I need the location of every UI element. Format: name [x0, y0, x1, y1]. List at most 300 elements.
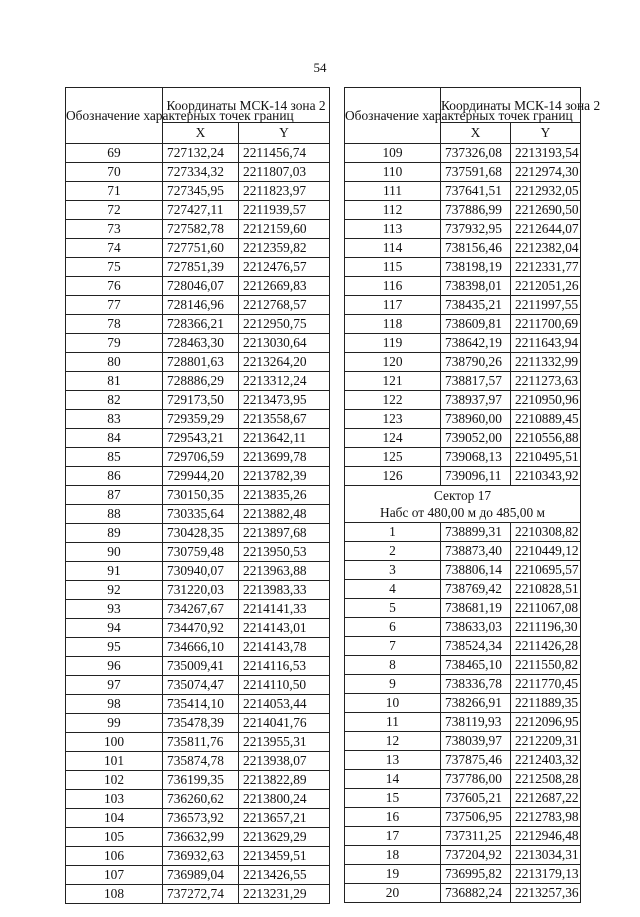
table-row [66, 809, 330, 828]
y-coordinate-cell: 2212476,57 [239, 258, 330, 277]
x-coordinate-cell: 738039,97 [441, 732, 511, 751]
table-row [345, 694, 581, 713]
point-number-cell: 97 [66, 676, 163, 695]
y-coordinate-cell: 2210828,51 [511, 580, 581, 599]
table-row [66, 353, 330, 372]
point-number-cell: 117 [345, 296, 441, 315]
y-coordinate-cell: 2213193,54 [511, 144, 581, 163]
point-number-cell: 77 [66, 296, 163, 315]
table-row [345, 751, 581, 770]
table-row [66, 866, 330, 885]
point-number-cell: 104 [66, 809, 163, 828]
y-coordinate-cell: 2212950,75 [239, 315, 330, 334]
table-row [345, 523, 581, 542]
y-coordinate-cell: 2212359,82 [239, 239, 330, 258]
point-number-cell: 6 [345, 618, 441, 637]
point-number-cell: 115 [345, 258, 441, 277]
x-coordinate-cell: 727132,24 [163, 144, 239, 163]
table-row [66, 657, 330, 676]
table-row [66, 315, 330, 334]
point-number-cell: 85 [66, 448, 163, 467]
header-designation: Обозначение характерных точек границ [345, 88, 441, 144]
point-number-cell: 15 [345, 789, 441, 808]
table-row [345, 296, 581, 315]
point-number-cell: 106 [66, 847, 163, 866]
table-row [66, 448, 330, 467]
table-row [345, 713, 581, 732]
point-number-cell: 125 [345, 448, 441, 467]
point-number-cell: 124 [345, 429, 441, 448]
point-number-cell: 79 [66, 334, 163, 353]
x-coordinate-cell: 739068,13 [441, 448, 511, 467]
x-coordinate-cell: 737591,68 [441, 163, 511, 182]
table-row [345, 163, 581, 182]
x-coordinate-cell: 737204,92 [441, 846, 511, 865]
y-coordinate-cell: 2211426,28 [511, 637, 581, 656]
table-row [66, 771, 330, 790]
x-coordinate-cell: 735009,41 [163, 657, 239, 676]
point-number-cell: 101 [66, 752, 163, 771]
y-coordinate-cell: 2212051,26 [511, 277, 581, 296]
point-number-cell: 73 [66, 220, 163, 239]
table-row [345, 220, 581, 239]
x-coordinate-cell: 727582,78 [163, 220, 239, 239]
point-number-cell: 1 [345, 523, 441, 542]
y-coordinate-cell: 2213459,51 [239, 847, 330, 866]
y-coordinate-cell: 2210308,82 [511, 523, 581, 542]
table-row [66, 410, 330, 429]
x-coordinate-cell: 736932,63 [163, 847, 239, 866]
x-coordinate-cell: 738119,93 [441, 713, 511, 732]
x-coordinate-cell: 730335,64 [163, 505, 239, 524]
y-coordinate-cell: 2213312,24 [239, 372, 330, 391]
x-coordinate-cell: 729173,50 [163, 391, 239, 410]
x-coordinate-cell: 738609,81 [441, 315, 511, 334]
table-row [345, 770, 581, 789]
point-number-cell: 3 [345, 561, 441, 580]
y-coordinate-cell: 2213473,95 [239, 391, 330, 410]
table-row [345, 429, 581, 448]
x-coordinate-cell: 737326,08 [441, 144, 511, 163]
x-coordinate-cell: 738899,31 [441, 523, 511, 542]
table-row [345, 201, 581, 220]
point-number-cell: 5 [345, 599, 441, 618]
x-coordinate-cell: 727751,60 [163, 239, 239, 258]
table-row [345, 315, 581, 334]
x-coordinate-cell: 735478,39 [163, 714, 239, 733]
y-coordinate-cell: 2213558,67 [239, 410, 330, 429]
x-coordinate-cell: 738336,78 [441, 675, 511, 694]
x-coordinate-cell: 738817,57 [441, 372, 511, 391]
y-coordinate-cell: 2213950,53 [239, 543, 330, 562]
table-row [66, 486, 330, 505]
header-designation: Обозначение характерных точек границ [66, 88, 163, 144]
point-number-cell: 16 [345, 808, 441, 827]
x-coordinate-cell: 727851,39 [163, 258, 239, 277]
header-x: X [163, 123, 239, 144]
x-coordinate-cell: 728366,21 [163, 315, 239, 334]
y-coordinate-cell: 2213882,48 [239, 505, 330, 524]
table-row [345, 656, 581, 675]
table-row [345, 808, 581, 827]
point-number-cell: 123 [345, 410, 441, 429]
x-coordinate-cell: 728463,30 [163, 334, 239, 353]
y-coordinate-cell: 2213657,21 [239, 809, 330, 828]
table-row [66, 391, 330, 410]
coordinates-table-right [344, 87, 601, 903]
y-coordinate-cell: 2213642,11 [239, 429, 330, 448]
left-table-body [66, 88, 330, 904]
point-number-cell: 19 [345, 865, 441, 884]
point-number-cell: 18 [345, 846, 441, 865]
x-coordinate-cell: 734470,92 [163, 619, 239, 638]
table-row [66, 467, 330, 486]
y-coordinate-cell: 2210556,88 [511, 429, 581, 448]
table-row [345, 239, 581, 258]
point-number-cell: 100 [66, 733, 163, 752]
y-coordinate-cell: 2211067,08 [511, 599, 581, 618]
point-number-cell: 120 [345, 353, 441, 372]
table-row [66, 543, 330, 562]
x-coordinate-cell: 729543,21 [163, 429, 239, 448]
y-coordinate-cell: 2211273,63 [511, 372, 581, 391]
table-row [345, 561, 581, 580]
table-row [66, 562, 330, 581]
table-row [66, 733, 330, 752]
y-coordinate-cell: 2212690,50 [511, 201, 581, 220]
y-coordinate-cell: 2212508,28 [511, 770, 581, 789]
point-number-cell: 88 [66, 505, 163, 524]
x-coordinate-cell: 737311,25 [441, 827, 511, 846]
sector-header-row [345, 486, 581, 523]
x-coordinate-cell: 738398,01 [441, 277, 511, 296]
table-row [345, 448, 581, 467]
point-number-cell: 69 [66, 144, 163, 163]
x-coordinate-cell: 734267,67 [163, 600, 239, 619]
point-number-cell: 102 [66, 771, 163, 790]
y-coordinate-cell: 2210950,96 [511, 391, 581, 410]
point-number-cell: 121 [345, 372, 441, 391]
x-coordinate-cell: 728801,63 [163, 353, 239, 372]
y-coordinate-cell: 2211332,99 [511, 353, 581, 372]
x-coordinate-cell: 736989,04 [163, 866, 239, 885]
y-coordinate-cell: 2214053,44 [239, 695, 330, 714]
x-coordinate-cell: 738633,03 [441, 618, 511, 637]
point-number-cell: 99 [66, 714, 163, 733]
point-number-cell: 13 [345, 751, 441, 770]
x-coordinate-cell: 738960,00 [441, 410, 511, 429]
point-number-cell: 114 [345, 239, 441, 258]
point-number-cell: 95 [66, 638, 163, 657]
y-coordinate-cell: 2212669,83 [239, 277, 330, 296]
y-coordinate-cell: 2213897,68 [239, 524, 330, 543]
point-number-cell: 103 [66, 790, 163, 809]
y-coordinate-cell: 2213955,31 [239, 733, 330, 752]
table-row [66, 828, 330, 847]
x-coordinate-cell: 735874,78 [163, 752, 239, 771]
x-coordinate-cell: 738873,40 [441, 542, 511, 561]
point-number-cell: 81 [66, 372, 163, 391]
x-coordinate-cell: 738937,97 [441, 391, 511, 410]
point-number-cell: 82 [66, 391, 163, 410]
x-coordinate-cell: 729944,20 [163, 467, 239, 486]
y-coordinate-cell: 2212382,04 [511, 239, 581, 258]
y-coordinate-cell: 2211939,57 [239, 201, 330, 220]
y-coordinate-cell: 2214143,01 [239, 619, 330, 638]
point-number-cell: 113 [345, 220, 441, 239]
x-coordinate-cell: 737641,51 [441, 182, 511, 201]
table-row [66, 239, 330, 258]
table-row [345, 542, 581, 561]
y-coordinate-cell: 2211807,03 [239, 163, 330, 182]
table-row [345, 182, 581, 201]
table-row [66, 847, 330, 866]
point-number-cell: 76 [66, 277, 163, 296]
table-row [345, 675, 581, 694]
x-coordinate-cell: 729359,29 [163, 410, 239, 429]
table-row [345, 884, 581, 903]
x-coordinate-cell: 736260,62 [163, 790, 239, 809]
y-coordinate-cell: 2210695,57 [511, 561, 581, 580]
point-number-cell: 86 [66, 467, 163, 486]
table-row [66, 220, 330, 239]
header-coordinates: Координаты МСК-14 зона 2 [441, 88, 581, 123]
y-coordinate-cell: 2211643,94 [511, 334, 581, 353]
sector-subtitle: Набс от 480,00 м до 485,00 м [380, 505, 545, 520]
table-row [66, 638, 330, 657]
table-row [66, 258, 330, 277]
y-coordinate-cell: 2213257,36 [511, 884, 581, 903]
y-coordinate-cell: 2211770,45 [511, 675, 581, 694]
point-number-cell: 17 [345, 827, 441, 846]
y-coordinate-cell: 2212209,31 [511, 732, 581, 751]
y-coordinate-cell: 2213822,89 [239, 771, 330, 790]
x-coordinate-cell: 737875,46 [441, 751, 511, 770]
x-coordinate-cell: 730150,35 [163, 486, 239, 505]
x-coordinate-cell: 736882,24 [441, 884, 511, 903]
point-number-cell: 111 [345, 182, 441, 201]
point-number-cell: 93 [66, 600, 163, 619]
point-number-cell: 8 [345, 656, 441, 675]
point-number-cell: 90 [66, 543, 163, 562]
table-row [66, 885, 330, 904]
x-coordinate-cell: 730940,07 [163, 562, 239, 581]
x-coordinate-cell: 738642,19 [441, 334, 511, 353]
x-coordinate-cell: 737932,95 [441, 220, 511, 239]
point-number-cell: 72 [66, 201, 163, 220]
point-number-cell: 20 [345, 884, 441, 903]
y-coordinate-cell: 2212932,05 [511, 182, 581, 201]
x-coordinate-cell: 738524,34 [441, 637, 511, 656]
y-coordinate-cell: 2214143,78 [239, 638, 330, 657]
y-coordinate-cell: 2211456,74 [239, 144, 330, 163]
header-row [66, 88, 330, 123]
y-coordinate-cell: 2213782,39 [239, 467, 330, 486]
point-number-cell: 116 [345, 277, 441, 296]
x-coordinate-cell: 737786,00 [441, 770, 511, 789]
x-coordinate-cell: 731220,03 [163, 581, 239, 600]
table-row [66, 429, 330, 448]
sector-title: Сектор 17 [433, 488, 492, 503]
y-coordinate-cell: 2211550,82 [511, 656, 581, 675]
table-row [66, 277, 330, 296]
y-coordinate-cell: 2213938,07 [239, 752, 330, 771]
page-number: 54 [313, 60, 327, 75]
table-row [345, 410, 581, 429]
table-row [345, 372, 581, 391]
y-coordinate-cell: 2211997,55 [511, 296, 581, 315]
table-row [345, 258, 581, 277]
y-coordinate-cell: 2212687,22 [511, 789, 581, 808]
x-coordinate-cell: 727427,11 [163, 201, 239, 220]
y-coordinate-cell: 2213264,20 [239, 353, 330, 372]
table-row [66, 372, 330, 391]
header-coordinates: Координаты МСК-14 зона 2 [163, 88, 330, 123]
point-number-cell: 70 [66, 163, 163, 182]
table-row [345, 827, 581, 846]
point-number-cell: 92 [66, 581, 163, 600]
table-row [345, 599, 581, 618]
x-coordinate-cell: 729706,59 [163, 448, 239, 467]
y-coordinate-cell: 2212159,60 [239, 220, 330, 239]
table-row [66, 334, 330, 353]
table-row [66, 695, 330, 714]
table-row [345, 846, 581, 865]
y-coordinate-cell: 2214116,53 [239, 657, 330, 676]
y-coordinate-cell: 2212331,77 [511, 258, 581, 277]
y-coordinate-cell: 2212974,30 [511, 163, 581, 182]
x-coordinate-cell: 739096,11 [441, 467, 511, 486]
x-coordinate-cell: 738465,10 [441, 656, 511, 675]
table-row [345, 580, 581, 599]
point-number-cell: 107 [66, 866, 163, 885]
x-coordinate-cell: 730759,48 [163, 543, 239, 562]
table-row [66, 201, 330, 220]
table-row [66, 163, 330, 182]
point-number-cell: 80 [66, 353, 163, 372]
table-row [345, 789, 581, 808]
point-number-cell: 96 [66, 657, 163, 676]
table-row [345, 353, 581, 372]
x-coordinate-cell: 735414,10 [163, 695, 239, 714]
table-row [345, 334, 581, 353]
table-row [66, 619, 330, 638]
y-coordinate-cell: 2213800,24 [239, 790, 330, 809]
point-number-cell: 12 [345, 732, 441, 751]
point-number-cell: 110 [345, 163, 441, 182]
x-coordinate-cell: 728146,96 [163, 296, 239, 315]
table-row [345, 637, 581, 656]
x-coordinate-cell: 737506,95 [441, 808, 511, 827]
y-coordinate-cell: 2211889,35 [511, 694, 581, 713]
y-coordinate-cell: 2210495,51 [511, 448, 581, 467]
y-coordinate-cell: 2212768,57 [239, 296, 330, 315]
point-number-cell: 9 [345, 675, 441, 694]
point-number-cell: 74 [66, 239, 163, 258]
y-coordinate-cell: 2211700,69 [511, 315, 581, 334]
header-row [345, 88, 581, 123]
point-number-cell: 87 [66, 486, 163, 505]
y-coordinate-cell: 2214141,33 [239, 600, 330, 619]
x-coordinate-cell: 736573,92 [163, 809, 239, 828]
x-coordinate-cell: 736632,99 [163, 828, 239, 847]
table-row [66, 714, 330, 733]
right-table-body [345, 88, 601, 903]
point-number-cell: 94 [66, 619, 163, 638]
y-coordinate-cell: 2210449,12 [511, 542, 581, 561]
x-coordinate-cell: 730428,35 [163, 524, 239, 543]
y-coordinate-cell: 2214041,76 [239, 714, 330, 733]
y-coordinate-cell: 2210889,45 [511, 410, 581, 429]
point-number-cell: 98 [66, 695, 163, 714]
x-coordinate-cell: 738806,14 [441, 561, 511, 580]
x-coordinate-cell: 736199,35 [163, 771, 239, 790]
point-number-cell: 78 [66, 315, 163, 334]
y-coordinate-cell: 2213983,33 [239, 581, 330, 600]
point-number-cell: 2 [345, 542, 441, 561]
x-coordinate-cell: 738769,42 [441, 580, 511, 599]
x-coordinate-cell: 737605,21 [441, 789, 511, 808]
x-coordinate-cell: 736995,82 [441, 865, 511, 884]
y-coordinate-cell: 2213426,55 [239, 866, 330, 885]
table-row [66, 505, 330, 524]
table-row [345, 144, 581, 163]
header-y: Y [511, 123, 581, 144]
y-coordinate-cell: 2210343,92 [511, 467, 581, 486]
x-coordinate-cell: 738435,21 [441, 296, 511, 315]
table-row [66, 182, 330, 201]
y-coordinate-cell: 2213030,64 [239, 334, 330, 353]
point-number-cell: 118 [345, 315, 441, 334]
x-coordinate-cell: 737272,74 [163, 885, 239, 904]
y-coordinate-cell: 2211823,97 [239, 182, 330, 201]
point-number-cell: 7 [345, 637, 441, 656]
point-number-cell: 75 [66, 258, 163, 277]
table-row [66, 676, 330, 695]
point-number-cell: 119 [345, 334, 441, 353]
x-coordinate-cell: 738790,26 [441, 353, 511, 372]
point-number-cell: 4 [345, 580, 441, 599]
x-coordinate-cell: 734666,10 [163, 638, 239, 657]
y-coordinate-cell: 2213179,13 [511, 865, 581, 884]
table-row [66, 752, 330, 771]
point-number-cell: 126 [345, 467, 441, 486]
x-coordinate-cell: 727334,32 [163, 163, 239, 182]
point-number-cell: 83 [66, 410, 163, 429]
sector-header [345, 486, 581, 523]
table-row [66, 581, 330, 600]
x-coordinate-cell: 728046,07 [163, 277, 239, 296]
x-coordinate-cell: 735811,76 [163, 733, 239, 752]
y-coordinate-cell: 2213034,31 [511, 846, 581, 865]
x-coordinate-cell: 728886,29 [163, 372, 239, 391]
table-row [345, 865, 581, 884]
point-number-cell: 10 [345, 694, 441, 713]
y-coordinate-cell: 2212096,95 [511, 713, 581, 732]
table-row [66, 600, 330, 619]
table-row [66, 524, 330, 543]
y-coordinate-cell: 2211196,30 [511, 618, 581, 637]
point-number-cell: 108 [66, 885, 163, 904]
table-row [345, 732, 581, 751]
header-x: X [441, 123, 511, 144]
table-row [66, 790, 330, 809]
point-number-cell: 105 [66, 828, 163, 847]
point-number-cell: 71 [66, 182, 163, 201]
header-y: Y [239, 123, 330, 144]
point-number-cell: 112 [345, 201, 441, 220]
x-coordinate-cell: 738198,19 [441, 258, 511, 277]
